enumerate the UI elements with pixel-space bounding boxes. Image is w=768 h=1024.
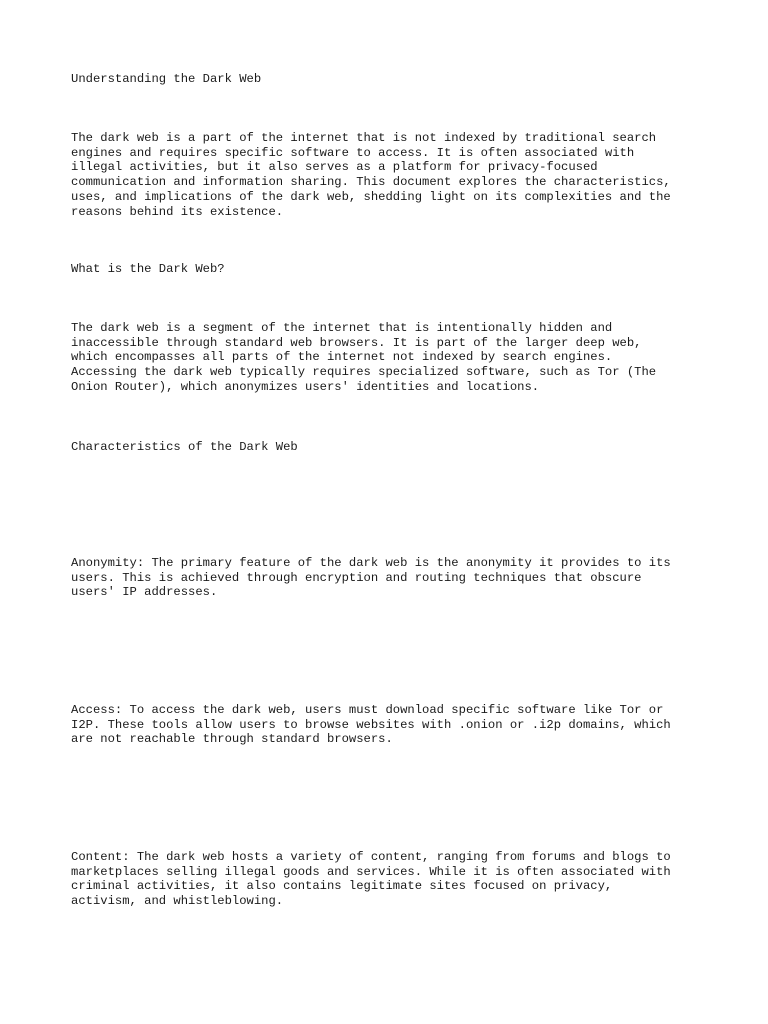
intro-paragraph: The dark web is a part of the internet that is not indexed by traditional search engines and requires specific software to access. It is often associated with illegal activities, but it also serves as a platform for privacy-focused communication and information sharing. This document explores the characteristics, uses, and implications of the dark web, shedding light on its complexities and the reasons behind its existence. <box>71 131 671 219</box>
section-heading-characteristics: Characteristics of the Dark Web <box>71 440 298 454</box>
characteristic-content: Content: The dark web hosts a variety of content, ranging from forums and blogs to marketplaces selling illegal goods and services. While it is often associated with criminal activities, it also contains legitimate sites focused on privacy, activism, and whistleblowing. <box>71 850 671 909</box>
characteristic-access: Access: To access the dark web, users must download specific software like Tor or I2P. These tools allow users to browse websites with .onion or .i2p domains, which are not reachable through standard browsers. <box>71 703 671 747</box>
characteristic-anonymity: Anonymity: The primary feature of the dark web is the anonymity it provides to its users. This is achieved through encryption and routing techniques that obscure users' IP addresses. <box>71 556 671 600</box>
section-heading-what-is: What is the Dark Web? <box>71 262 225 276</box>
document-title: Understanding the Dark Web <box>71 72 262 86</box>
section-paragraph-what-is: The dark web is a segment of the internet that is intentionally hidden and inaccessible through standard web browsers. It is part of the larger deep web, which encompasses all parts of the internet not indexed by search engines. Accessing the dark web typically requires specialized software, such as Tor (The Onion Router), which anonymizes users' identities and locations. <box>71 321 657 394</box>
